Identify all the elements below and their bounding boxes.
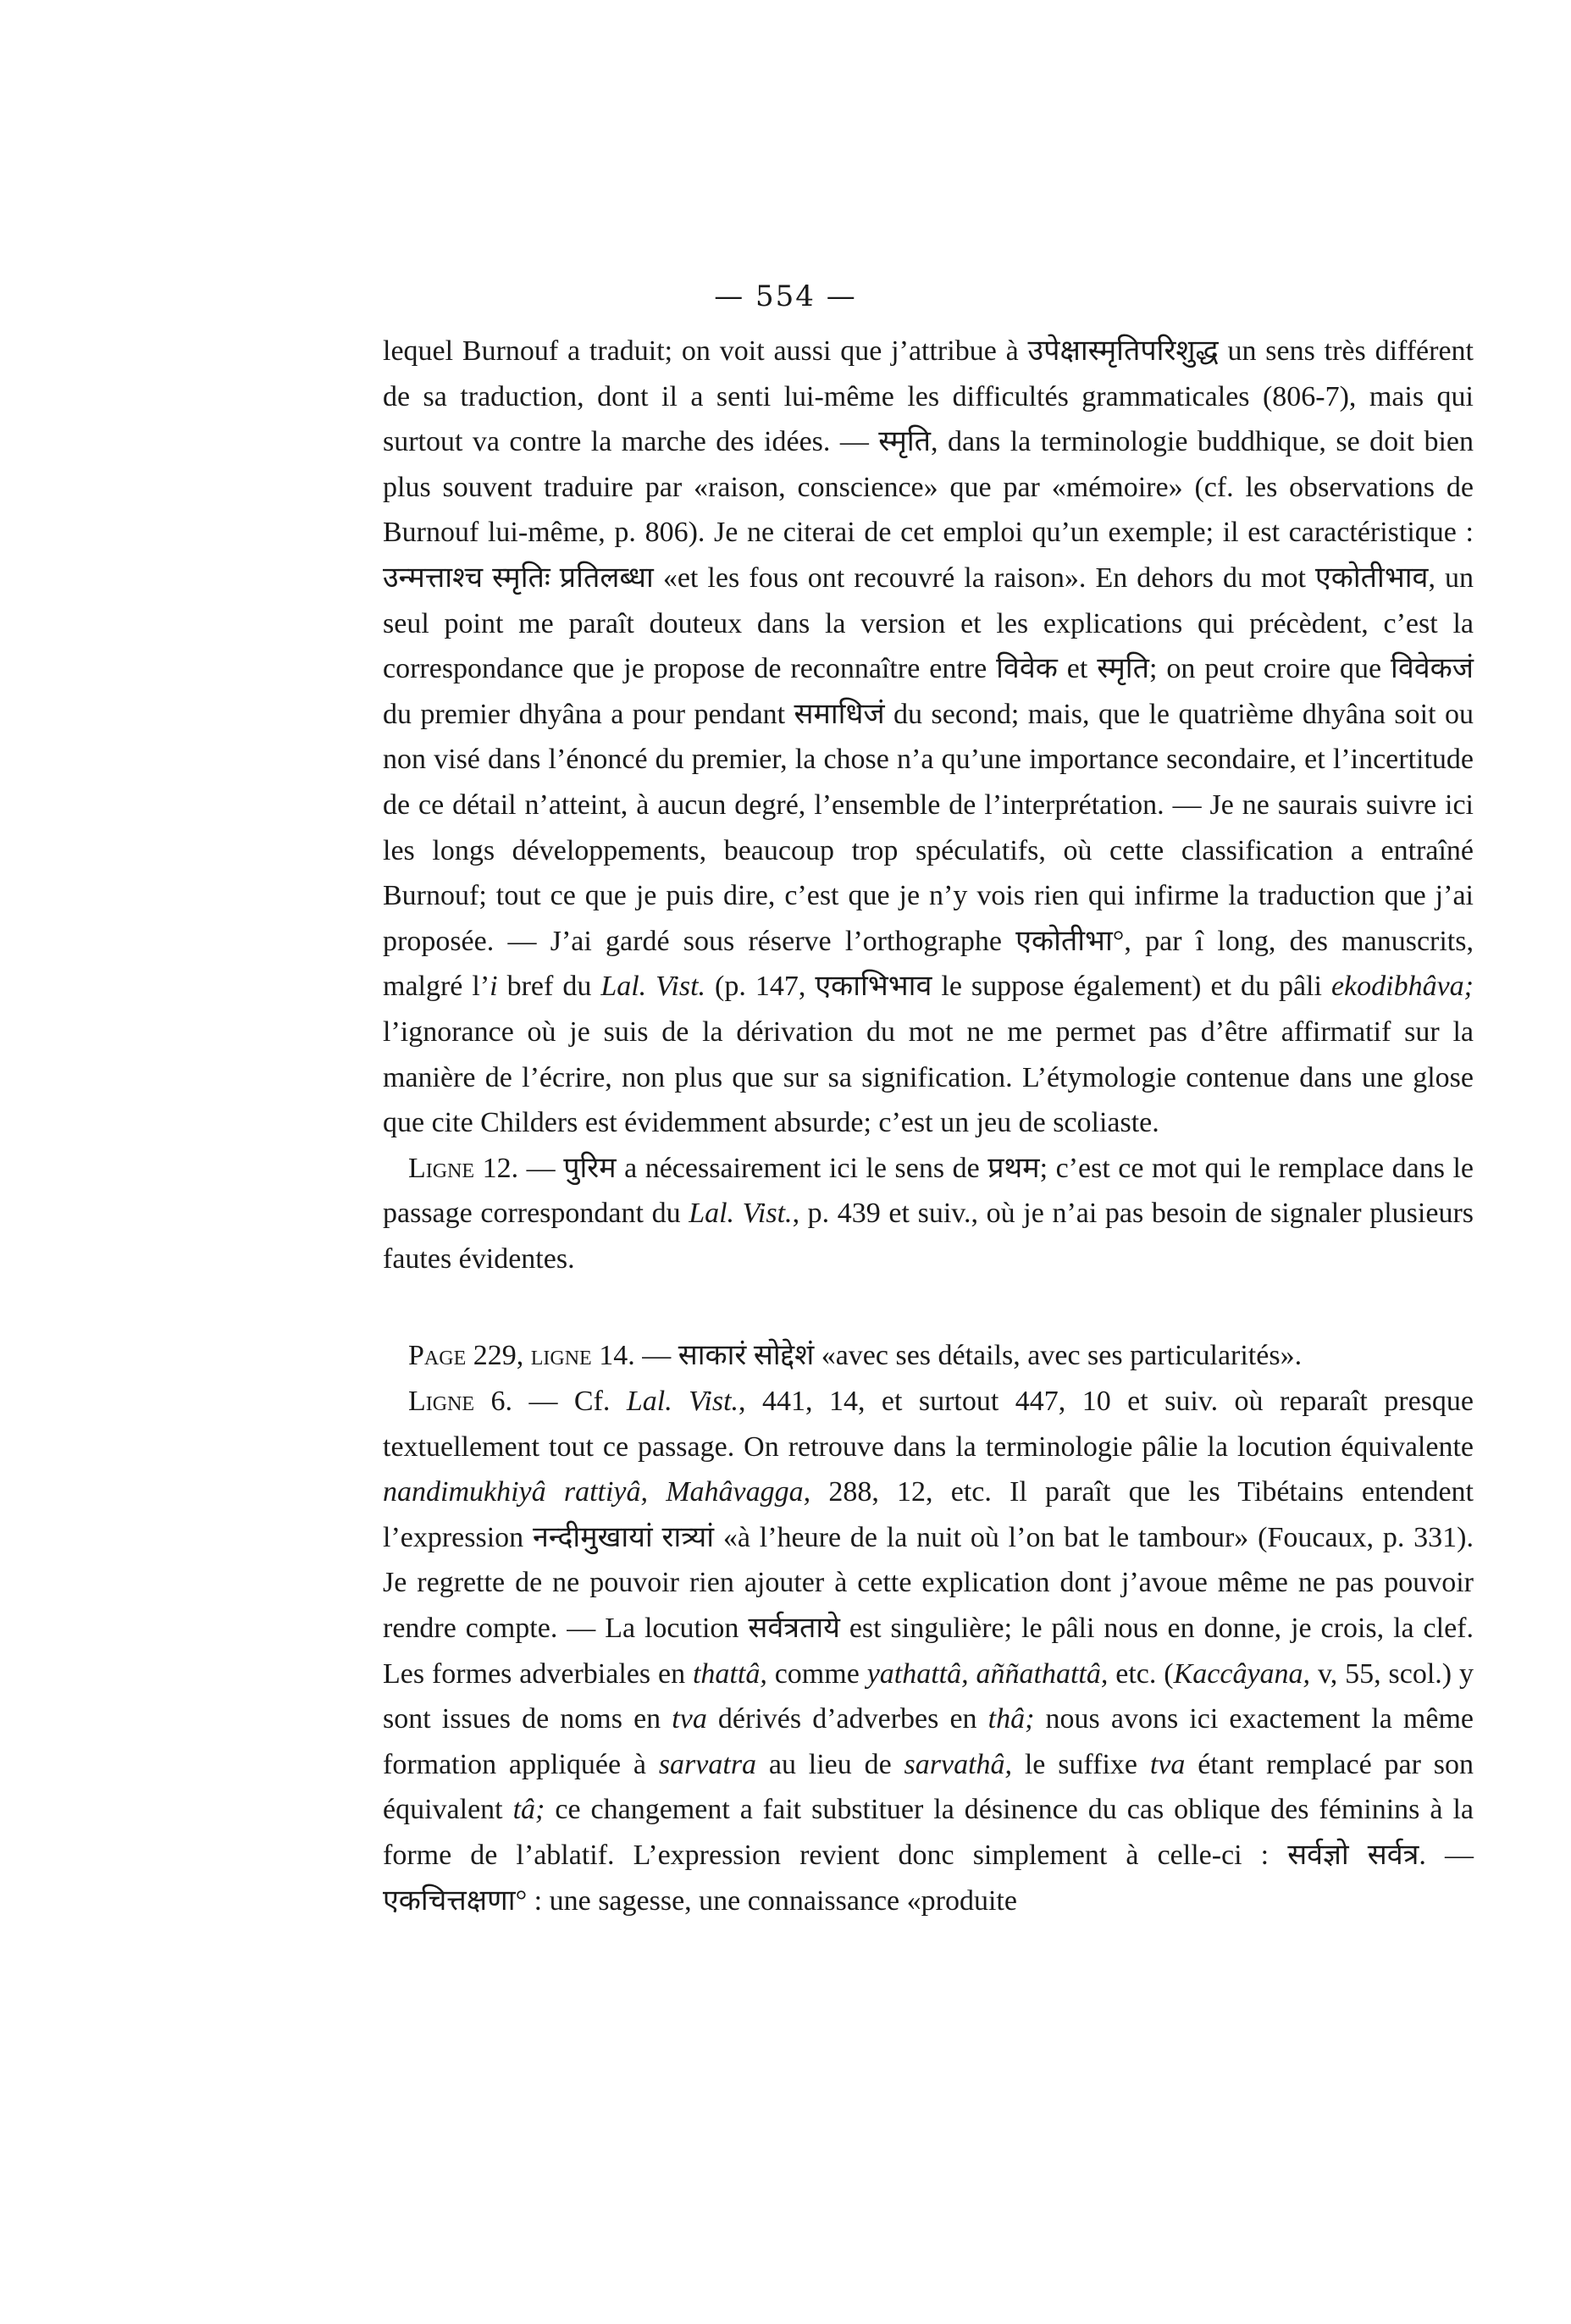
- page-body: [383, 329, 1474, 1923]
- paragraph-ligne-6: Ligne 6. — Cf. Lal. Vist., 441, 14, et surtout 447, 10 et suiv. où reparaît presque textuellement tout ce passage. On retrouve dans la terminologie pâlie la locution équivalente nandimukhiyâ rattiyâ, Mahâvagga, 288, 12, etc. Il paraît que les Tibétains entendent l’expression नन्दीमुखायां रात्र्यां «à l’heure de la nuit où l’on bat le tambour» (Foucaux, p. 331). Je regrette de ne pouvoir rien ajouter à cette explication dont j’avoue même ne pas pouvoir rendre compte. — La locution सर्वत्रताये est singulière; le pâli nous en donne, je crois, la clef. Les formes adverbiales en thattâ, comme yathattâ, aññathattâ, etc. (Kaccâyana, v, 55, scol.) y sont issues de noms en tva dérivés d’adverbes en thâ; nous avons ici exactement la même formation appliquée à sarvatra au lieu de sarvathâ, le suffixe tva étant remplacé par son équivalent tâ; ce changement a fait substituer la désinence du cas oblique des féminins à la forme de l’ablatif. L’expression revient donc simplement à celle-ci : सर्वज्ञो सर्वत्र. — एकचित्तक्षणा° : une sagesse, une connaissance «produite: [383, 1386, 1474, 1917]
- section-gap: [383, 1281, 1474, 1333]
- line-reference: Ligne 12.: [408, 1152, 519, 1184]
- paragraph-burnouf-commentary: lequel Burnouf a traduit; on voit aussi que j’attribue à उपेक्षास्मृतिपरिशुद्ध un sens très différent de sa traduction, dont il a senti lui-même les difficultés grammaticales (806-7), mais qui surtout va contre la marche des idées. — स्मृति, dans la terminologie buddhique, se doit bien plus souvent traduire par «raison, conscience» que par «mémoire» (cf. les observations de Burnouf lui-même, p. 806). Je ne citerai de cet emploi qu’un exemple; il est caractéristique : उन्मत्ताश्च स्मृतिः प्रतिलब्धा «et les fous ont recouvré la raison». En dehors du mot एकोतीभाव, un seul point me paraît douteux dans la version et les explications qui précèdent, c’est la correspondance que je propose de reconnaître entre विवेक et स्मृति; on peut croire que विवेकजं du premier dhyâna a pour pendant समाधिजं du second; mais, que le quatrième dhyâna soit ou non visé dans l’énoncé du premier, la chose n’a qu’une importance secondaire, et l’incertitude de ce détail n’atteint, à aucun degré, l’ensemble de l’interprétation. — Je ne saurais suivre ici les longs développements, beaucoup trop spéculatifs, où cette classification a entraîné Burnouf; tout ce que je puis dire, c’est que je n’y vois rien qui infirme la traduction que j’ai proposée. — J’ai gardé sous réserve l’orthographe एकोतीभा°, par î long, des manuscrits, malgré l’i bref du Lal. Vist. (p. 147, एकाभिभाव le suppose également) et du pâli ekodibhâva; l’ignorance où je suis de la dérivation du mot ne me permet pas d’être affirmatif sur la manière de l’écrire, non plus que sur sa signification. L’étymologie contenue dans une glose que cite Childers est évidemment absurde; c’est un jeu de scoliaste.: [383, 335, 1474, 1139]
- paragraph-page-229: Page 229, ligne 14. — साकारं सोद्देशं «avec ses détails, avec ses particularités».: [408, 1340, 1303, 1372]
- page-line-reference: Page 229, ligne 14.: [408, 1340, 635, 1372]
- line-reference: Ligne 6.: [408, 1386, 513, 1418]
- paragraph-ligne-12: Ligne 12. — पुरिम a nécessairement ici le sens de प्रथम; c’est ce mot qui le remplace dans le passage correspondant du Lal. Vist., p. 439 et suiv., où je n’ai pas besoin de signaler plusieurs fautes évidentes.: [383, 1152, 1474, 1275]
- page-number: — 554 —: [714, 279, 857, 313]
